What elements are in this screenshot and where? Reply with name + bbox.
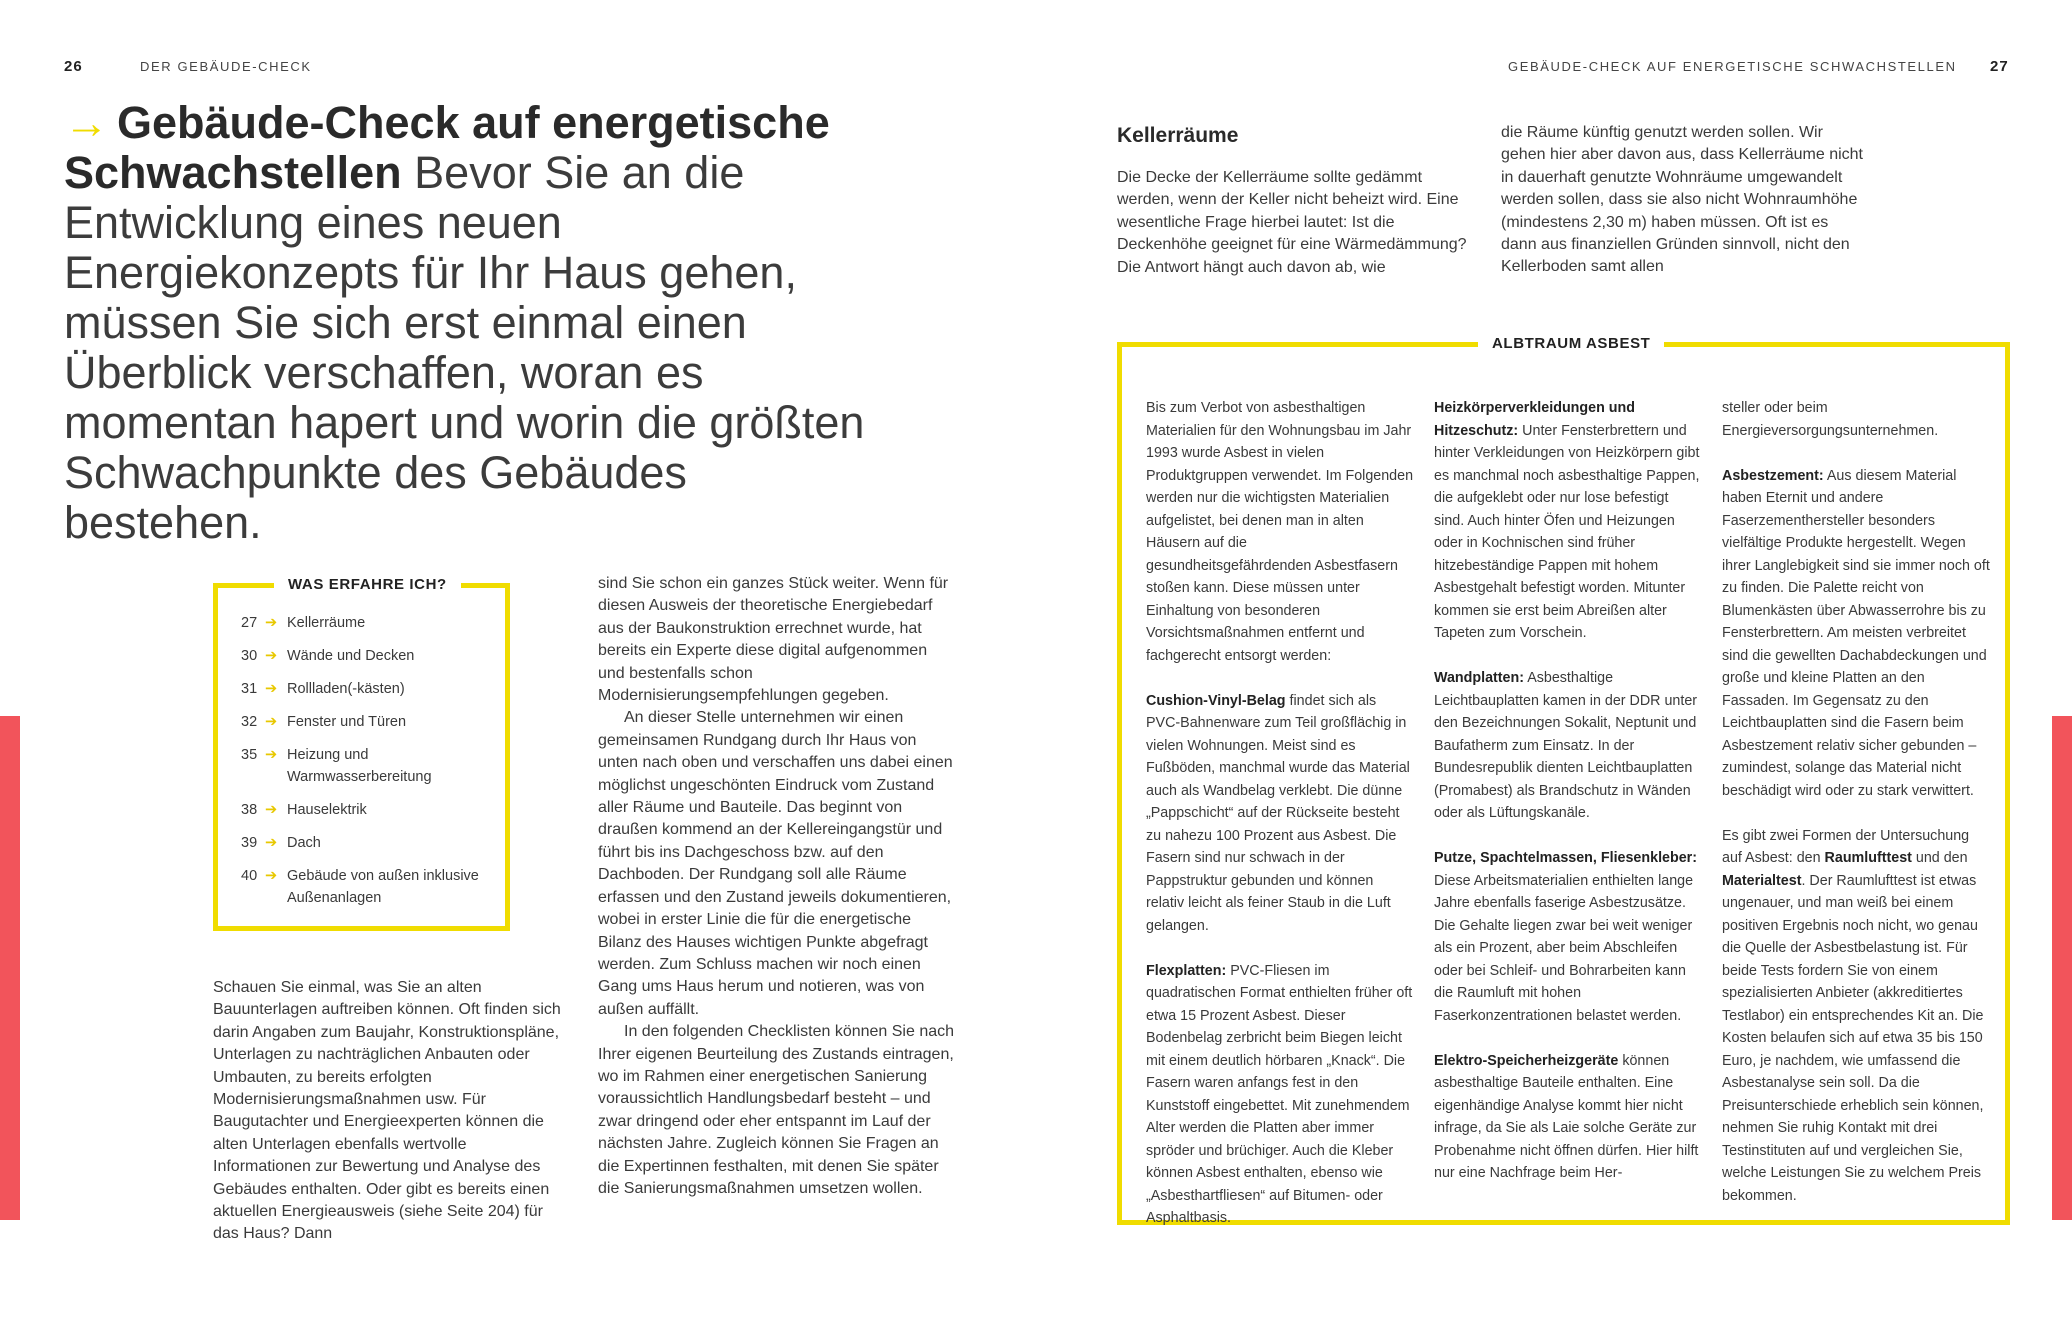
left-edge-marker (0, 716, 20, 1220)
toc-item[interactable]: 38 ➔ Hauselektrik (241, 799, 487, 821)
asbest-column-3: steller oder beim Energieversorgungsunternehmen. Asbestzement: Aus diesem Material haben Eternit und andere Faserzementhersteller besonders vielfältige Produkte hergestellt. Wegen ihrer Langlebigkeit sind sie immer noch oft zu finden. Die Palette reicht von Blumenkästen über Abwasserrohre bis zu Fensterbrettern. Am meisten verbreitet sind die gewellten Dachabdeckungen und große und kleine Platten an den Fassaden. Im Gegensatz zu den Leichtbauplatten sind die Fasern beim Asbestzement relativ sicher gebunden – zumindest, solange das Material nicht beschädigt wird oder zu stark verwittert. Es gibt zwei Formen der Untersuchung auf Asbest: den Raumlufttest und den Materialtest. Der Raumlufttest ist etwas ungenauer, und man weiß bei einem positiven Ergebnis noch nicht, wo genau die Quelle der Asbestbelastung ist. Für beide Tests fordern Sie von einem spezialisierten Anbieter (akkreditiertes Testlabor) ein entsprechendes Kit an. Die Kosten belaufen sich auf etwa 35 bis 150 Euro, je nachdem, wie umfassend die Asbestanalyse sein soll. Da die Preisunterschiede erheblich sein können, nehmen Sie ruhig Kontakt mit drei Testinstituten auf und vergleichen Sie, welche Leistungen Sie zu welchem Preis bekommen. (1722, 400, 1990, 1204)
body-paragraph: sind Sie schon ein ganzes Stück weiter. Wenn für diesen Ausweis der theoretische Energiebedarf aus der Baukonstruktion errechnet wurde, hat bereits ein Experte diese digital aufgenommen und bestenfalls schon Modernisierungsempfehlungen gegeben. (598, 575, 949, 705)
left-page-number: 26 (64, 58, 83, 75)
arrow-right-icon: ➔ (265, 802, 278, 818)
toc-box-title: WAS ERFAHRE ICH? (274, 576, 461, 593)
middle-column-text (598, 573, 958, 1200)
asbest-column-1: Bis zum Verbot von asbesthaltigen Materialien für den Wohnungsbau im Jahr 1993 wurde Asbest in vielen Produktgruppen verwendet. Im Folgenden werden nur die wichtigsten Materialien aufgelistet, bei denen man in alten Häusern auf die gesundheitsgefährdenden Asbestfasern stoßen kann. Diese müssen unter Einhaltung von besonderen Vorsichtsmaßnahmen entfernt und fachgerecht entsorgt werden: Cushion-Vinyl-Belag findet sich als PVC-Bahnenware zum Teil großflächig in vielen Wohnungen. Meist sind es Fußböden, manchmal wurde das Material auch als Wandbelag verklebt. Die dünne „Pappschicht“ auf der Rückseite besteht zu nahezu 100 Prozent aus Asbest. Die Fasern sind nur schwach in der Pappstruktur gebunden und können relativ leicht als feiner Staub in die Luft gelangen. Flexplatten: PVC-Fliesen im quadratischen Format enthielten früher oft etwa 15 Prozent Asbest. Dieser Bodenbelag zerbricht beim Biegen leicht mit einem deutlich hörbaren „Knack“. Die Fasern waren anfangs fest in den Kunststoff eingebettet. Mit zunehmendem Alter werden die Platten aber immer spröder und brüchiger. Auch die Kleber können Asbest enthalten, ebenso wie „Asbesthartfliesen“ auf Bitumen- oder Asphaltbasis. (1146, 400, 1414, 1226)
asbest-box (1117, 335, 2010, 1226)
arrow-right-icon: ➔ (265, 648, 278, 664)
toc-item[interactable]: 40 ➔ Gebäude von außen inklusive Außenanlagen (241, 865, 487, 909)
body-paragraph: In den folgenden Checklisten können Sie nach Ihrer eigenen Beurteilung des Zustands eintragen, wo im Rahmen einer energetischen Sanierung voraussichtlich Handlungsbedarf besteht – und zwar dringend oder eher entspannt im Lauf der nächsten Jahre. Zugleich können Sie Fragen an die Expertinnen festhalten, mit denen Sie später die Sanierungsmaßnahmen umsetzen wollen. (598, 1023, 955, 1197)
toc-box (213, 576, 510, 931)
toc-list (241, 612, 487, 920)
chapter-intro: Bevor Sie an die Entwicklung eines neuen Energiekonzepts für Ihr Haus gehen, müssen Sie sich erst einmal einen Überblick verschaffen, woran es momentan hapert und worin die größten Schwachpunkte des Gebäudes bestehen. (64, 147, 865, 548)
right-edge-marker (2052, 716, 2072, 1220)
left-running-title: DER GEBÄUDE-CHECK (140, 59, 312, 74)
asbest-box-title: ALBTRAUM ASBEST (1478, 335, 1664, 352)
body-paragraph: An dieser Stelle unternehmen wir einen gemeinsamen Rundgang durch Ihr Haus von unten nach oben und verschaffen uns dabei einen möglichst ungeschönten Eindruck vom Zustand aller Räume und Bauteile. Das beginnt von draußen kommend an der Kellereingangstür und führt bis ins Dachgeschoss bzw. auf den Dachboden. Der Rundgang soll alle Räume erfassen und den Zustand jeweils dokumentieren, wobei in erster Linie die für die energetische Bilanz des Hauses wichtigen Punkte abgefragt werden. Zum Schluss machen wir noch einen Gang ums Haus herum und notieren, was von außen auffällt. (598, 709, 953, 1018)
section-title-kellerraeume: Kellerräume (1117, 124, 1239, 147)
arrow-right-icon: ➔ (265, 681, 278, 697)
keller-column-2: die Räume künftig genutzt werden sollen. Wir gehen hier aber davon aus, dass Kellerräume nicht in dauerhaft genutzte Wohnräume umgewandelt werden sollen, dass sie also nicht Wohnraumhöhe (mindestens 2,30 m) haben müssen. Oft ist es dann aus finanziellen Gründen sinnvoll, nicht den Kellerboden samt allen (1501, 124, 1863, 276)
arrow-right-icon: ➔ (265, 615, 278, 631)
toc-item[interactable]: 30 ➔ Wände und Decken (241, 645, 487, 667)
arrow-right-icon: ➔ (265, 835, 278, 851)
toc-item[interactable]: 27 ➔ Kellerräume (241, 612, 487, 634)
keller-column-1: Die Decke der Kellerräume sollte gedämmt werden, wenn der Keller nicht beheizt wird. Eine wesentliche Frage hierbei lautet: Ist die Deckenhöhe geeignet für eine Wärmedämmung? Die Antwort hängt auch davon ab, wie (1117, 169, 1467, 276)
toc-item[interactable]: 32 ➔ Fenster und Türen (241, 711, 487, 733)
arrow-right-icon: → (64, 97, 109, 148)
toc-item[interactable]: 39 ➔ Dach (241, 832, 487, 854)
arrow-right-icon: ➔ (265, 714, 278, 730)
chapter-title: Gebäude-Check auf energetische Schwachstellen (64, 97, 830, 198)
toc-item[interactable]: 31 ➔ Rollladen(-kästen) (241, 678, 487, 700)
arrow-right-icon: ➔ (265, 868, 278, 884)
arrow-right-icon: ➔ (265, 747, 278, 763)
asbest-column-2: Heizkörperverkleidungen und Hitzeschutz: Unter Fensterbrettern und hinter Verkleidungen von Heizkörpern gibt es manchmal noch asbesthaltige Pappen, die aufgeklebt oder nur lose befestigt sind. Auch hinter Öfen und Heizungen oder in Kochnischen sind früher hitzebeständige Pappen mit hohem Asbestgehalt befestigt worden. Mitunter kommen sie erst beim Abreißen alter Tapeten zum Vorschein. Wandplatten: Asbesthaltige Leichtbauplatten kamen in der DDR unter den Bezeichnungen Sokalit, Neptunit und Baufatherm zum Einsatz. In der Bundesrepublik dienten Leichtbauplatten (Promabest) als Brandschutz in Wänden oder als Lüftungskanäle. Putze, Spachtelmassen, Fliesenkleber: Diese Arbeitsmaterialien enthielten lange Jahre ebenfalls faserige Asbestzusätze. Die Gehalte liegen zwar bei weit weniger als ein Prozent, aber beim Abschleifen oder bei Schleif- und Bohrarbeiten kann die Raumluft mit hohen Faserkonzentrationen belastet werden. Elektro-Speicherheizgeräte können asbesthaltige Bauteile enthalten. Eine eigenhändige Analyse kommt hier nicht infrage, da Sie als Laie solche Geräte zur Probenahme nicht öffnen dürfen. Hier hilft nur eine Nachfrage beim Her- (1434, 400, 1700, 1181)
left-column-text: Schauen Sie einmal, was Sie an alten Bauunterlagen auftreiben können. Oft finden sich darin Angaben zum Baujahr, Konstruktionspläne, Unterlagen zu nachträglichen Anbauten oder Umbauten, zu bereits erfolgten Modernisierungsmaßnahmen usw. Für Baugutachter und Energieexperten können die alten Unterlagen ebenfalls wertvolle Informationen zur Bewertung und Analyse des Gebäudes enthalten. Oder gibt es bereits einen aktuellen Energieausweis (siehe Seite 204) für das Haus? Dann (213, 979, 561, 1243)
chapter-heading (64, 98, 894, 548)
toc-item[interactable]: 35 ➔ Heizung und Warmwasserbereitung (241, 744, 487, 788)
right-page-number: 27 (1990, 58, 2009, 75)
right-running-title: GEBÄUDE-CHECK AUF ENERGETISCHE SCHWACHSTELLEN (1508, 59, 1957, 74)
